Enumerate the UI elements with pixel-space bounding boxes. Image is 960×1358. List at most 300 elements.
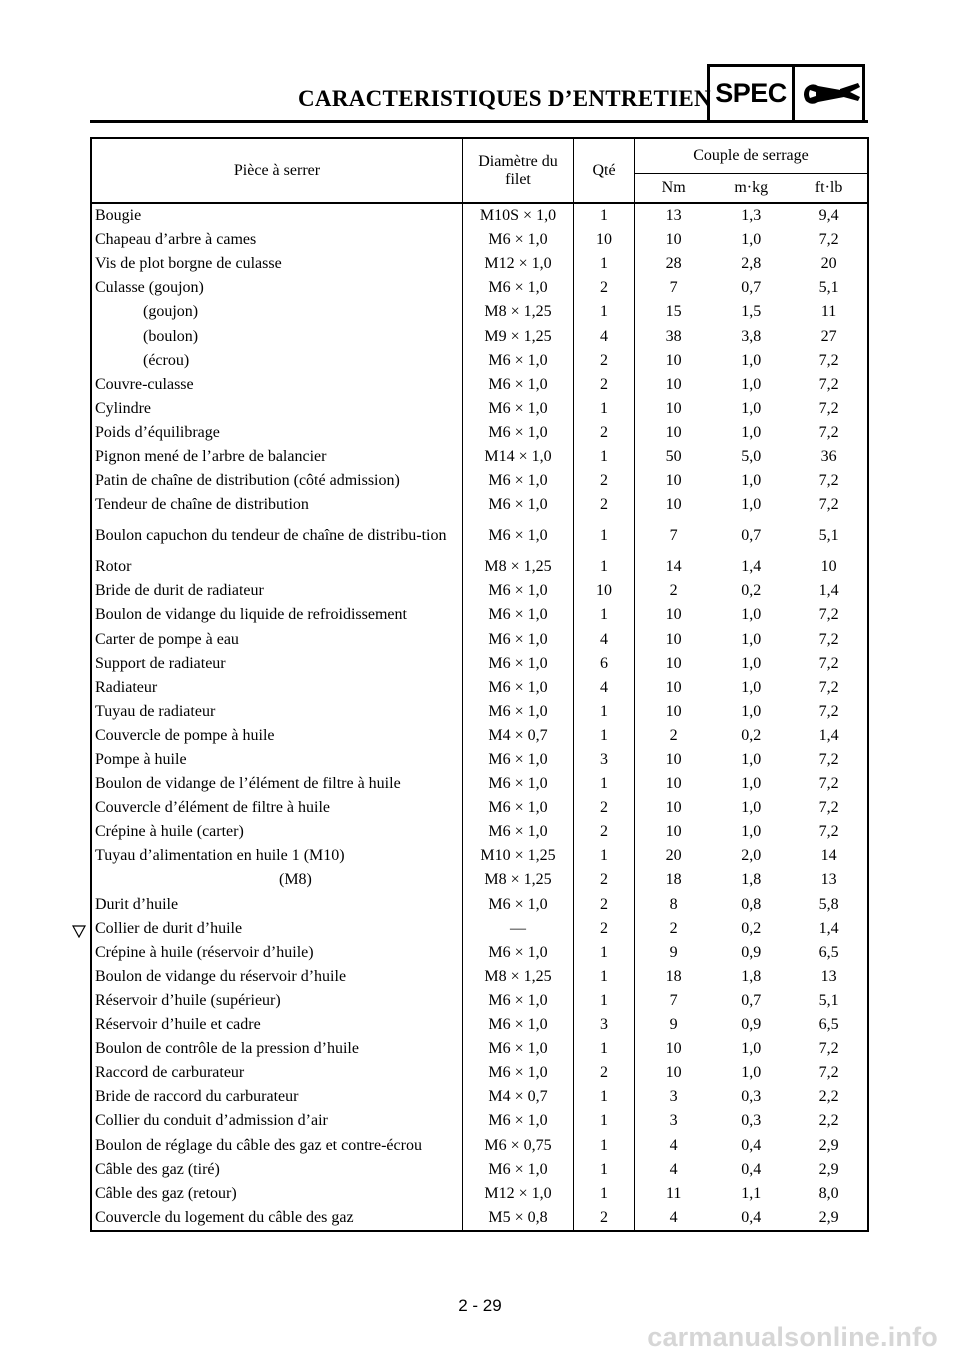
- cell-qty: 1: [574, 555, 635, 579]
- cell-mkg: 1,8: [741, 871, 762, 889]
- cell-mkg: 1,0: [741, 423, 762, 441]
- table-row: [91, 555, 868, 579]
- cell-nm: 10: [665, 472, 682, 490]
- page-title: CARACTERISTIQUES D’ENTRETIEN: [298, 86, 711, 111]
- table-row: [91, 965, 868, 989]
- cell-part: Câble des gaz (retour): [91, 1182, 463, 1206]
- spec-label: SPEC: [715, 78, 787, 108]
- cell-nm: 10: [665, 751, 682, 769]
- table-row: [91, 252, 868, 276]
- cell-ftlb: 5,1: [818, 279, 839, 297]
- cell-part: Boulon de réglage du câble des gaz et contre-écrou: [91, 1133, 463, 1157]
- cell-mkg: 5,0: [741, 447, 762, 465]
- cell-mkg: 1,0: [741, 496, 762, 514]
- table-row: [91, 349, 868, 373]
- cell-part: Tuyau de radiateur: [91, 700, 463, 724]
- indent: [95, 328, 143, 345]
- cell-thread: M6 × 1,0: [463, 276, 574, 300]
- cell-thread: M6 × 1,0: [463, 941, 574, 965]
- cell-thread: M6 × 1,0: [463, 1061, 574, 1085]
- cell-thread: M6 × 1,0: [463, 373, 574, 397]
- table-row: [91, 844, 868, 868]
- cell-thread: M10S × 1,0: [463, 203, 574, 228]
- cell-thread: M8 × 1,25: [463, 300, 574, 324]
- cell-nm: 10: [665, 654, 682, 672]
- torque-table: [90, 137, 869, 1232]
- cell-part: Rotor: [91, 555, 463, 579]
- cell-qty: 1: [574, 252, 635, 276]
- table-row: [91, 397, 868, 421]
- cell-mkg: 0,4: [741, 1160, 762, 1178]
- cell-ftlb: 7,2: [818, 678, 839, 696]
- cell-qty: 3: [574, 748, 635, 772]
- cell-ftlb: 7,2: [818, 606, 839, 624]
- table-row: [91, 628, 868, 652]
- cell-qty: 1: [574, 1109, 635, 1133]
- cell-ftlb: 5,1: [818, 527, 839, 545]
- cell-nm: 2: [669, 582, 678, 600]
- cell-ftlb: 7,2: [818, 399, 839, 417]
- cell-qty: 1: [574, 300, 635, 324]
- cell-qty: 2: [574, 820, 635, 844]
- cell-thread: M6 × 1,0: [463, 228, 574, 252]
- cell-thread: M4 × 0,7: [463, 724, 574, 748]
- cell-ftlb: 7,2: [818, 751, 839, 769]
- cell-mkg: 1,5: [741, 303, 762, 321]
- cell-part: Pompe à huile: [91, 748, 463, 772]
- cell-part: Durit d’huile: [91, 893, 463, 917]
- cell-nm: 18: [665, 967, 682, 985]
- table-row: [91, 748, 868, 772]
- cell-part: Collier de durit d’huile: [91, 917, 463, 941]
- table-row: [91, 228, 868, 252]
- cell-part: Poids d’équilibrage: [91, 421, 463, 445]
- cell-ftlb: 7,2: [818, 630, 839, 648]
- caution-triangle-icon: [72, 925, 86, 938]
- table-row: [91, 700, 868, 724]
- cell-nm: 10: [665, 823, 682, 841]
- cell-nm: 13: [665, 207, 682, 225]
- cell-part: Pignon mené de l’arbre de balancier: [91, 445, 463, 469]
- cell-nm: 38: [665, 327, 682, 345]
- table-row: [91, 796, 868, 820]
- cell-qty: 2: [574, 469, 635, 493]
- table-row: [91, 276, 868, 300]
- cell-ftlb: 7,2: [818, 496, 839, 514]
- cell-part: Couvercle du logement du câble des gaz: [91, 1206, 463, 1231]
- cell-part: Boulon de vidange de l’élément de filtre à huile: [91, 772, 463, 796]
- cell-thread: M6 × 1,0: [463, 421, 574, 445]
- cell-part: Tendeur de chaîne de distribution: [91, 493, 463, 517]
- header-qty: Qté: [574, 138, 635, 203]
- cell-thread: M8 × 1,25: [463, 868, 574, 892]
- cell-nm: 2: [669, 726, 678, 744]
- cell-mkg: 0,2: [741, 582, 762, 600]
- cell-ftlb: 7,2: [818, 702, 839, 720]
- cell-qty: 2: [574, 1061, 635, 1085]
- table-row: [91, 603, 868, 627]
- cell-thread: M8 × 1,25: [463, 965, 574, 989]
- cell-part: Réservoir d’huile et cadre: [91, 1013, 463, 1037]
- cell-part: Bride de durit de radiateur: [91, 579, 463, 603]
- header-mkg: m·kg: [712, 174, 790, 204]
- cell-thread: M6 × 1,0: [463, 796, 574, 820]
- cell-thread: M12 × 1,0: [463, 1182, 574, 1206]
- cell-ftlb: 2,9: [818, 1136, 839, 1154]
- table-row: [91, 724, 868, 748]
- cell-mkg: 0,9: [741, 1016, 762, 1034]
- cell-nm: 15: [665, 303, 682, 321]
- header-torque: Couple de serrage: [693, 147, 809, 164]
- cell-qty: 4: [574, 324, 635, 348]
- cell-qty: 4: [574, 628, 635, 652]
- cell-thread: M6 × 1,0: [463, 676, 574, 700]
- cell-mkg: 1,0: [741, 399, 762, 417]
- cell-nm: 10: [665, 399, 682, 417]
- table-row: [91, 1182, 868, 1206]
- table-row: [91, 772, 868, 796]
- cell-nm: 3: [669, 1112, 678, 1130]
- cell-thread: M6 × 1,0: [463, 1013, 574, 1037]
- cell-mkg: 0,9: [741, 943, 762, 961]
- cell-nm: 50: [665, 447, 682, 465]
- cell-nm: 10: [665, 630, 682, 648]
- table-row: [91, 1109, 868, 1133]
- cell-mkg: 1,0: [741, 823, 762, 841]
- cell-part: Vis de plot borgne de culasse: [91, 252, 463, 276]
- cell-part: Carter de pompe à eau: [91, 628, 463, 652]
- cell-qty: 1: [574, 1085, 635, 1109]
- cell-ftlb: 6,5: [818, 943, 839, 961]
- cell-mkg: 1,0: [741, 1040, 762, 1058]
- cell-nm: 8: [669, 895, 678, 913]
- cell-ftlb: 1,4: [818, 726, 839, 744]
- table-row: [91, 893, 868, 917]
- cell-qty: 1: [574, 603, 635, 627]
- table-row: [91, 941, 868, 965]
- indent: [95, 352, 143, 369]
- wrench-icon: [800, 75, 862, 113]
- table-row: [91, 1085, 868, 1109]
- cell-ftlb: 5,8: [818, 895, 839, 913]
- cell-qty: 1: [574, 517, 635, 555]
- cell-part: Câble des gaz (tiré): [91, 1158, 463, 1182]
- cell-ftlb: 1,4: [818, 582, 839, 600]
- cell-nm: 7: [669, 279, 678, 297]
- cell-nm: 10: [665, 1064, 682, 1082]
- cell-thread: —: [463, 917, 574, 941]
- cell-nm: 10: [665, 231, 682, 249]
- page-number: 2 - 29: [458, 1296, 502, 1315]
- cell-part: Boulon de contrôle de la pression d’huile: [91, 1037, 463, 1061]
- cell-ftlb: 7,2: [818, 423, 839, 441]
- cell-nm: 7: [669, 991, 678, 1009]
- header-thread: Diamètre du filet: [463, 138, 574, 203]
- header-rule: [90, 120, 868, 123]
- cell-thread: M6 × 1,0: [463, 652, 574, 676]
- cell-part: [91, 868, 463, 892]
- header-part: Pièce à serrer: [91, 138, 463, 203]
- cell-mkg: 0,7: [741, 527, 762, 545]
- cell-qty: 2: [574, 893, 635, 917]
- cell-thread: M6 × 1,0: [463, 893, 574, 917]
- table-row: [91, 421, 868, 445]
- table-row: [91, 989, 868, 1013]
- cell-part: Crépine à huile (carter): [91, 820, 463, 844]
- cell-nm: 9: [669, 1016, 678, 1034]
- cell-ftlb: 14: [820, 847, 837, 865]
- cell-ftlb: 13: [820, 871, 837, 889]
- cell-mkg: 1,0: [741, 775, 762, 793]
- cell-mkg: 0,4: [741, 1136, 762, 1154]
- cell-ftlb: 10: [820, 558, 837, 576]
- cell-ftlb: 36: [820, 447, 837, 465]
- cell-mkg: 1,1: [741, 1184, 762, 1202]
- cell-mkg: 0,3: [741, 1088, 762, 1106]
- cell-qty: 2: [574, 373, 635, 397]
- cell-part: Boulon de vidange du réservoir d’huile: [91, 965, 463, 989]
- cell-part: Chapeau d’arbre à cames: [91, 228, 463, 252]
- cell-nm: 7: [669, 527, 678, 545]
- cell-qty: 2: [574, 276, 635, 300]
- cell-qty: 1: [574, 844, 635, 868]
- cell-nm: 10: [665, 775, 682, 793]
- cell-part: Cylindre: [91, 397, 463, 421]
- cell-nm: 20: [665, 847, 682, 865]
- cell-text: Boulon capuchon du tendeur de chaîne de distribu-tion: [95, 527, 447, 545]
- table-row: [91, 1158, 868, 1182]
- cell-mkg: 0,8: [741, 895, 762, 913]
- table-row: [91, 1133, 868, 1157]
- cell-ftlb: 2,2: [818, 1088, 839, 1106]
- table-row: [91, 652, 868, 676]
- cell-mkg: 1,3: [741, 207, 762, 225]
- cell-ftlb: 8,0: [818, 1184, 839, 1202]
- cell-nm: 10: [665, 496, 682, 514]
- cell-thread: M6 × 1,0: [463, 772, 574, 796]
- cell-mkg: 0,2: [741, 726, 762, 744]
- cell-part: Couvercle de pompe à huile: [91, 724, 463, 748]
- cell-mkg: 1,0: [741, 654, 762, 672]
- cell-text: (écrou): [143, 351, 190, 369]
- cell-mkg: 1,0: [741, 1064, 762, 1082]
- cell-part: Couvre-culasse: [91, 373, 463, 397]
- cell-part: Tuyau d’alimentation en huile 1 (M10): [91, 844, 463, 868]
- cell-nm: 4: [669, 1160, 678, 1178]
- cell-part: Support de radiateur: [91, 652, 463, 676]
- cell-qty: 1: [574, 941, 635, 965]
- watermark: carmanualsonline.info: [647, 1322, 938, 1352]
- cell-qty: 2: [574, 796, 635, 820]
- cell-thread: M4 × 0,7: [463, 1085, 574, 1109]
- cell-mkg: 1,0: [741, 472, 762, 490]
- cell-nm: 10: [665, 375, 682, 393]
- cell-part: Bougie: [91, 203, 463, 228]
- cell-qty: 1: [574, 965, 635, 989]
- table-row: [91, 1206, 868, 1231]
- cell-mkg: 0,3: [741, 1112, 762, 1130]
- badge-divider: [792, 67, 795, 120]
- cell-thread: M6 × 1,0: [463, 700, 574, 724]
- table-row: [91, 917, 868, 941]
- cell-qty: 3: [574, 1013, 635, 1037]
- cell-mkg: 1,0: [741, 351, 762, 369]
- cell-qty: 1: [574, 445, 635, 469]
- cell-part: [91, 517, 463, 555]
- cell-ftlb: 20: [820, 255, 837, 273]
- cell-text: (M8): [279, 871, 312, 889]
- cell-ftlb: 27: [820, 327, 837, 345]
- cell-qty: 10: [574, 579, 635, 603]
- cell-text: (boulon): [143, 327, 199, 345]
- cell-part: Crépine à huile (réservoir d’huile): [91, 941, 463, 965]
- cell-qty: 2: [574, 1206, 635, 1231]
- cell-mkg: 1,0: [741, 678, 762, 696]
- table-row: [91, 820, 868, 844]
- table-row: [91, 300, 868, 324]
- cell-nm: 10: [665, 423, 682, 441]
- cell-ftlb: 13: [820, 967, 837, 985]
- cell-nm: 4: [669, 1208, 678, 1226]
- cell-part: Radiateur: [91, 676, 463, 700]
- cell-mkg: 0,2: [741, 919, 762, 937]
- cell-qty: 2: [574, 868, 635, 892]
- cell-ftlb: 7,2: [818, 654, 839, 672]
- header-ftlb: ft·lb: [790, 174, 868, 204]
- cell-mkg: 1,0: [741, 702, 762, 720]
- cell-thread: M6 × 1,0: [463, 820, 574, 844]
- cell-thread: M14 × 1,0: [463, 445, 574, 469]
- cell-ftlb: 7,2: [818, 472, 839, 490]
- cell-mkg: 1,0: [741, 606, 762, 624]
- cell-qty: 10: [574, 228, 635, 252]
- cell-qty: 2: [574, 493, 635, 517]
- spec-badge: [707, 64, 865, 120]
- table-row: [91, 1013, 868, 1037]
- cell-part: [91, 349, 463, 373]
- cell-ftlb: 9,4: [818, 207, 839, 225]
- cell-ftlb: 11: [820, 303, 837, 321]
- cell-thread: M6 × 1,0: [463, 748, 574, 772]
- cell-qty: 1: [574, 724, 635, 748]
- cell-qty: 1: [574, 1158, 635, 1182]
- cell-thread: M10 × 1,25: [463, 844, 574, 868]
- cell-qty: 1: [574, 1182, 635, 1206]
- table-row: [91, 868, 868, 892]
- cell-part: Culasse (goujon): [91, 276, 463, 300]
- cell-qty: 1: [574, 397, 635, 421]
- cell-ftlb: 7,2: [818, 1064, 839, 1082]
- cell-part: Réservoir d’huile (supérieur): [91, 989, 463, 1013]
- cell-ftlb: 7,2: [818, 351, 839, 369]
- cell-mkg: 0,7: [741, 991, 762, 1009]
- cell-ftlb: 2,9: [818, 1160, 839, 1178]
- cell-ftlb: 1,4: [818, 919, 839, 937]
- header-nm: Nm: [635, 174, 713, 204]
- table-row: [91, 469, 868, 493]
- cell-ftlb: 7,2: [818, 823, 839, 841]
- cell-qty: 2: [574, 349, 635, 373]
- cell-mkg: 1,0: [741, 375, 762, 393]
- indent: [95, 303, 143, 320]
- table-row: [91, 517, 868, 555]
- cell-nm: 18: [665, 871, 682, 889]
- cell-mkg: 1,0: [741, 799, 762, 817]
- cell-ftlb: 7,2: [818, 375, 839, 393]
- indent: [95, 871, 279, 888]
- cell-nm: 10: [665, 702, 682, 720]
- cell-mkg: 1,4: [741, 558, 762, 576]
- cell-mkg: 3,8: [741, 327, 762, 345]
- table-row: [91, 445, 868, 469]
- cell-part: Patin de chaîne de distribution (côté admission): [91, 469, 463, 493]
- cell-thread: M6 × 1,0: [463, 1158, 574, 1182]
- cell-ftlb: 2,2: [818, 1112, 839, 1130]
- cell-mkg: 2,8: [741, 255, 762, 273]
- table-row: [91, 579, 868, 603]
- cell-thread: M8 × 1,25: [463, 555, 574, 579]
- cell-part: [91, 324, 463, 348]
- cell-qty: 1: [574, 1037, 635, 1061]
- cell-mkg: 1,8: [741, 967, 762, 985]
- table-row: [91, 1061, 868, 1085]
- cell-ftlb: 2,9: [818, 1208, 839, 1226]
- cell-nm: 28: [665, 255, 682, 273]
- cell-nm: 11: [665, 1184, 682, 1202]
- cell-part: [91, 300, 463, 324]
- cell-part: Boulon de vidange du liquide de refroidissement: [91, 603, 463, 627]
- cell-thread: M6 × 1,0: [463, 1037, 574, 1061]
- cell-thread: M12 × 1,0: [463, 252, 574, 276]
- cell-mkg: 1,0: [741, 630, 762, 648]
- cell-nm: 10: [665, 678, 682, 696]
- cell-nm: 14: [665, 558, 682, 576]
- cell-thread: M6 × 1,0: [463, 397, 574, 421]
- cell-thread: M6 × 1,0: [463, 989, 574, 1013]
- table-row: [91, 1037, 868, 1061]
- cell-mkg: 2,0: [741, 847, 762, 865]
- cell-part: Collier du conduit d’admission d’air: [91, 1109, 463, 1133]
- table-row: [91, 493, 868, 517]
- cell-text: (goujon): [143, 303, 199, 321]
- cell-thread: M6 × 1,0: [463, 469, 574, 493]
- cell-part: Raccord de carburateur: [91, 1061, 463, 1085]
- cell-thread: M9 × 1,25: [463, 324, 574, 348]
- cell-thread: M6 × 1,0: [463, 603, 574, 627]
- cell-ftlb: 7,2: [818, 1040, 839, 1058]
- cell-part: Couvercle d’élément de filtre à huile: [91, 796, 463, 820]
- cell-thread: M6 × 0,75: [463, 1133, 574, 1157]
- cell-thread: M6 × 1,0: [463, 517, 574, 555]
- cell-ftlb: 7,2: [818, 231, 839, 249]
- cell-thread: M5 × 0,8: [463, 1206, 574, 1231]
- table-row: [91, 373, 868, 397]
- cell-qty: 1: [574, 203, 635, 228]
- cell-thread: M6 × 1,0: [463, 1109, 574, 1133]
- cell-qty: 2: [574, 917, 635, 941]
- cell-qty: 6: [574, 652, 635, 676]
- table-row: [91, 324, 868, 348]
- cell-ftlb: 5,1: [818, 991, 839, 1009]
- table-row: [91, 203, 868, 228]
- cell-thread: M6 × 1,0: [463, 493, 574, 517]
- table-row: [91, 676, 868, 700]
- cell-thread: M6 × 1,0: [463, 628, 574, 652]
- cell-mkg: 0,4: [741, 1208, 762, 1226]
- cell-nm: 10: [665, 799, 682, 817]
- cell-ftlb: 6,5: [818, 1016, 839, 1034]
- cell-nm: 4: [669, 1136, 678, 1154]
